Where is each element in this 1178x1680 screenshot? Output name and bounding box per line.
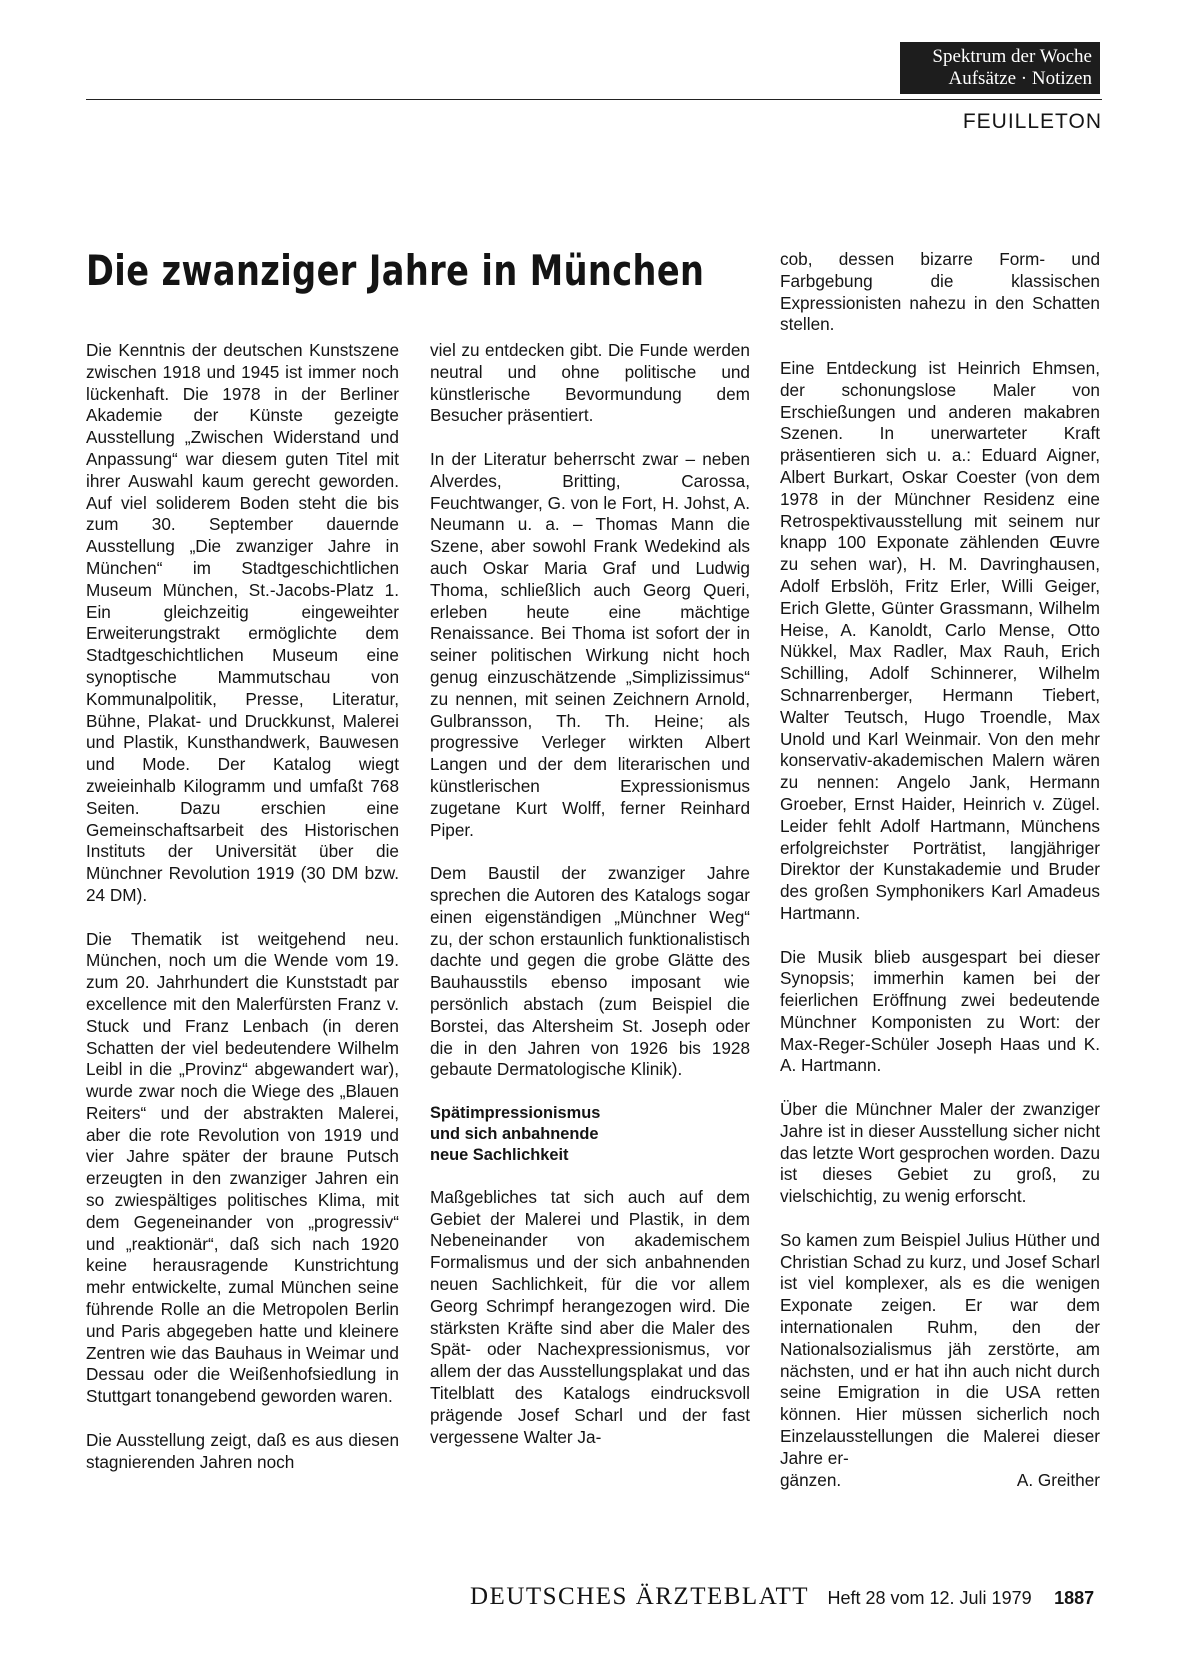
badge-line-1: Spektrum der Woche — [932, 46, 1092, 67]
last-word: gänzen. — [780, 1469, 842, 1490]
section-label: FEUILLETON — [962, 110, 1102, 133]
badge-line-2: Aufsätze · Notizen — [948, 68, 1092, 89]
author-signature: A. Greither — [1016, 1469, 1100, 1490]
column-1 — [86, 340, 399, 1495]
subheading-line: neue Sachlichkeit — [430, 1145, 569, 1164]
subheading — [430, 1103, 750, 1166]
paragraph: Die Kenntnis der deutschen Kunstszene zwischen 1918 und 1945 ist immer noch lückenhaft. Die 1978 in der Berliner Akademie der Künste gezeigte Ausstellung „Zwischen Widerstand und Anpassung“ war diesem guten Titel mit ihrer Auswahl kaum gerecht geworden. Auf viel soliderem Boden steht die bis zum 30. September dauernde Ausstellung „Die zwanziger Jahre in München“ im Stadtgeschichtlichen Museum München, St.-Jacobs-Platz 1. Ein gleichzeitig eingeweihter Erweiterungstrakt ermöglichte dem Stadtgeschichtlichen Museum eine synoptische Mammutschau von Kommunalpolitik, Presse, Literatur, Bühne, Plakat- und Druckkunst, Malerei und Plastik, Kunsthandwerk, Bauwesen und Mode. Der Katalog wiegt zweieinhalb Kilogramm und umfaßt 768 Seiten. Dazu erschien eine Gemeinschaftsarbeit des Historischen Instituts der Universität über die Münchner Revolution 1919 (30 DM bzw. 24 DM). — [86, 340, 399, 905]
subheading-line: und sich anbahnende — [430, 1124, 599, 1143]
paragraph: Eine Entdeckung ist Heinrich Ehmsen, der schonungslose Maler von Erschießungen und anderen makabren Szenen. In unerwarteter Kraft präsentieren sich u. a.: Eduard Aigner, Albert Burkart, Oskar Coester (von dem 1978 in der Münchner Residenz eine Retrospektivausstellung mit seinem nur knapp 100 Exponate zählenden Œuvre zu sehen war), H. M. Davringhausen, Adolf Erbslöh, Fritz Erler, Willi Geiger, Erich Glette, Günter Grassmann, Wilhelm Heise, A. Kanoldt, Carlo Mense, Otto Nükkel, Max Radler, Max Rauh, Erich Schilling, Adolf Schinnerer, Wilhelm Schnarrenberger, Hermann Tiebert, Walter Teutsch, Hugo Troendle, Max Unold und Karl Weinmair. Von den mehr konservativ-akademischen Malern wären zu nennen: Angelo Jank, Hermann Groeber, Ernst Haider, Heinrich v. Zügel. Leider fehlt Adolf Hartmann, Münchens erfolgreichster Porträtist, langjähriger Direktor der Kunstakademie und Bruder des großen Symphonikers Karl Amadeus Hartmann. — [780, 357, 1100, 923]
journal-name: DEUTSCHES ÄRZTEBLATT — [470, 1583, 810, 1610]
paragraph: cob, dessen bizarre Form- und Farbgebung die klassischen Expressionisten nahezu in den Schatten stellen. — [780, 249, 1100, 335]
column-3 — [780, 249, 1100, 1491]
paragraph: Die Ausstellung zeigt, daß es aus diesen stagnierenden Jahren noch — [86, 1429, 399, 1472]
article-title: Die zwanziger Jahre in München — [86, 246, 705, 295]
paragraph: viel zu entdecken gibt. Die Funde werden neutral und ohne politische und künstlerische Bevormundung dem Besucher präsentiert. — [430, 340, 750, 426]
paragraph: Maßgebliches tat sich auch auf dem Gebiet der Malerei und Plastik, in dem Nebeneinander von akademischem Formalismus und der sich anbahnenden neuen Sachlichkeit, für die vor allem Georg Schrimpf herangezogen wird. Die stärksten Kräfte sind aber die Maler des Spät- oder Nachexpressionismus, vor allem der das Ausstellungsplakat und das Titelblatt des Katalogs eindrucksvoll prägende Josef Scharl und der fast vergessene Walter Ja- — [430, 1186, 750, 1447]
header-rule — [86, 99, 1102, 100]
subheading-line: Spätimpressionismus — [430, 1103, 601, 1122]
issue-info: Heft 28 vom 12. Juli 1979 — [827, 1588, 1032, 1608]
paragraph: Die Thematik ist weitgehend neu. München, noch um die Wende vom 19. zum 20. Jahrhundert die Kunststadt par excellence mit den Malerfürsten Franz v. Stuck und Franz Lenbach (in deren Schatten der viel bedeutendere Wilhelm Leibl in die „Provinz“ abgewandert war), wurde zwar noch die Wiege des „Blauen Reiters“ und der abstrakten Malerei, aber die rote Revolution von 1919 und vier Jahre später der braune Putsch erzeugten in den zwanziger Jahren ein so zwiespältiges politisches Klima, mit dem Gegeneinander von „progressiv“ und „reaktionär“, daß sich nach 1920 keine herausragende Kunstrichtung mehr entwickelte, zumal München seine führende Rolle an die Metropolen Berlin und Paris abgegeben hatte und kleinere Zentren wie das Bauhaus in Weimar und Dessau oder die Weißenhofsiedlung in Stuttgart tonangebend geworden waren. — [86, 928, 399, 1407]
closing-line — [780, 1470, 1100, 1492]
paragraph: Dem Baustil der zwanziger Jahre sprechen die Autoren des Katalogs sogar einen eigenständigen „Münchner Weg“ zu, der schon erstaunlich funktionalistisch dachte und gegen die grobe Glätte des Bauhausstils ebenso imposant wie persönlich abstach (zum Beispiel die Borstei, das Altersheim St. Joseph oder die in den Jahren von 1926 bis 1928 gebaute Dermatologische Klinik). — [430, 863, 750, 1080]
paragraph: Die Musik blieb ausgespart bei dieser Synopsis; immerhin kamen bei der feierlichen Eröffnung zwei bedeutende Münchner Komponisten zu Wort: der Max-Reger-Schüler Joseph Haas und K. A. Hartmann. — [780, 946, 1100, 1076]
paragraph: So kamen zum Beispiel Julius Hüther und Christian Schad zu kurz, und Josef Scharl ist viel komplexer, als es die wenigen Exponate zeigen. Er war dem internationalen Ruhm, den der Nationalsozialismus jäh zerstörte, am nächsten, und er hat ihn auch nicht durch seine Emigration in die USA retten können. Hier müssen sicherlich noch Einzelausstellungen die Malerei dieser Jahre er- — [780, 1229, 1100, 1468]
paragraph: Über die Münchner Maler der zwanziger Jahre ist in dieser Ausstellung sicher nicht das letzte Wort gesprochen worden. Dazu ist dieses Gebiet zu groß, zu vielschichtig, zu wenig erforscht. — [780, 1099, 1100, 1207]
column-2 — [430, 340, 750, 1470]
paragraph: In der Literatur beherrscht zwar – neben Alverdes, Britting, Carossa, Feuchtwanger, G. von le Fort, H. Johst, A. Neumann u. a. – Thomas Mann die Szene, aber sowohl Frank Wedekind als auch Oskar Maria Graf und Ludwig Thoma, schließlich auch Georg Queri, erleben heute eine mächtige Renaissance. Bei Thoma ist sofort der in seiner politischen Wirkung nicht hoch genug einzuschätzende „Simplizissimus“ zu nennen, mit seinen Zeichnern Arnold, Gulbransson, Th. Th. Heine; als progressive Verleger wirkten Albert Langen und der dem literarischen und künstlerischen Expressionismus zugetane Kurt Wolff, ferner Reinhard Piper. — [430, 448, 750, 840]
page-number: 1887 — [1054, 1588, 1095, 1608]
page-footer — [470, 1583, 1094, 1611]
section-badge — [900, 42, 1100, 94]
